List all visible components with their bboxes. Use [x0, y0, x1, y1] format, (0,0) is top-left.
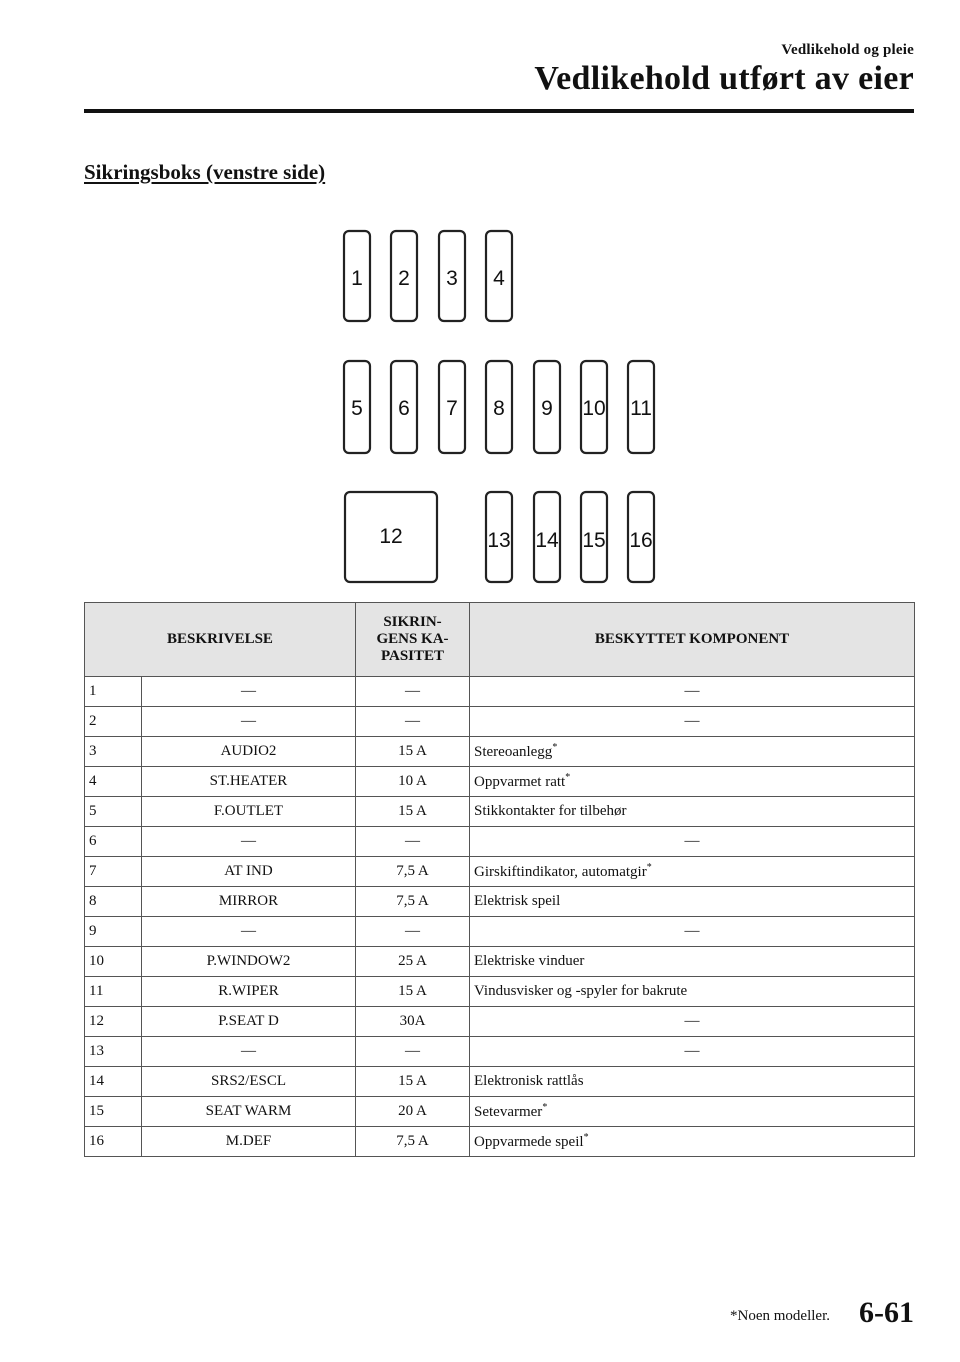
footnote: *Noen modeller.	[730, 1308, 830, 1324]
protected-component-cell	[470, 1007, 915, 1037]
fuse-description-cell-text: —	[241, 713, 256, 729]
protected-component-cell	[470, 1067, 915, 1097]
fuse-number-cell	[85, 677, 142, 707]
fuse-description-cell	[142, 917, 356, 947]
fuse-description-cell-text: —	[241, 923, 256, 939]
fuse-label-12: 12	[379, 525, 403, 548]
protected-component-cell	[470, 857, 915, 887]
fuse-capacity-cell-text: 7,5 A	[396, 893, 429, 909]
fuse-description-cell	[142, 1037, 356, 1067]
protected-component-cell-text: Stikkontakter for tilbehør	[474, 803, 627, 819]
fuse-description-cell	[142, 977, 356, 1007]
fuse-description-cell	[142, 737, 356, 767]
protected-component-cell	[470, 977, 915, 1007]
fuse-diagram	[0, 0, 960, 600]
fuse-description-cell	[142, 797, 356, 827]
protected-component-cell-text: —	[684, 1043, 700, 1059]
table-row	[85, 1067, 915, 1097]
fuse-capacity-cell-text: —	[405, 833, 420, 849]
fuse-description-cell-text: ST.HEATER	[209, 773, 288, 789]
fuse-capacity-cell	[356, 1037, 470, 1067]
table-row	[85, 977, 915, 1007]
fuse-description-cell-text: AUDIO2	[220, 743, 277, 759]
fuse-number-cell	[85, 887, 142, 917]
fuse-description-cell	[142, 827, 356, 857]
protected-component-cell-text: Elektriske vinduer	[474, 953, 585, 969]
fuse-table	[84, 602, 915, 1157]
fuse-capacity-cell	[356, 767, 470, 797]
fuse-number-cell-text: 15	[89, 1103, 104, 1119]
protected-component-cell-text: Elektronisk rattlås	[474, 1073, 584, 1089]
fuse-label-5: 5	[351, 397, 363, 420]
fuse-capacity-cell	[356, 977, 470, 1007]
table-row	[85, 677, 915, 707]
section-title: Sikringsboks (venstre side)	[84, 160, 326, 184]
fuse-capacity-cell-text: —	[405, 923, 420, 939]
fuse-capacity-cell-text: —	[405, 713, 420, 729]
protected-component-cell	[470, 917, 915, 947]
header-component: BESKYTTET KOMPONENT	[470, 603, 915, 677]
fuse-capacity-cell	[356, 1067, 470, 1097]
fuse-number-cell-text: 14	[89, 1073, 104, 1089]
table-row	[85, 1097, 915, 1127]
fuse-capacity-cell	[356, 1127, 470, 1157]
fuse-number-cell	[85, 977, 142, 1007]
fuse-number-cell	[85, 1127, 142, 1157]
protected-component-cell	[470, 947, 915, 977]
fuse-capacity-cell	[356, 857, 470, 887]
protected-component-cell-text: Setevarmer	[474, 1104, 543, 1120]
fuse-description-cell-text: AT IND	[224, 863, 273, 879]
protected-component-cell	[470, 677, 915, 707]
fuse-description-cell-text: P.WINDOW2	[206, 953, 291, 969]
fuse-description-cell-text: R.WIPER	[218, 983, 279, 999]
protected-component-cell-text: —	[684, 1013, 700, 1029]
fuse-number-cell-text: 4	[89, 773, 97, 789]
fuse-capacity-cell-text: 15 A	[398, 1073, 427, 1089]
fuse-number-cell-text: 6	[89, 833, 97, 849]
fuse-capacity-cell-text: 15 A	[398, 983, 427, 999]
fuse-capacity-cell-text: 30A	[399, 1013, 426, 1029]
fuse-number-cell	[85, 1067, 142, 1097]
table-row	[85, 737, 915, 767]
fuse-description-cell-text: —	[241, 833, 256, 849]
fuse-label-11: 11	[630, 397, 652, 420]
fuse-number-cell	[85, 1007, 142, 1037]
protected-component-cell	[470, 707, 915, 737]
fuse-label-15: 15	[582, 529, 606, 552]
fuse-number-cell	[85, 1037, 142, 1067]
fuse-number-cell	[85, 917, 142, 947]
fuse-capacity-cell	[356, 1007, 470, 1037]
table-header-row	[85, 603, 915, 677]
fuse-description-cell-text: P.SEAT D	[218, 1013, 279, 1029]
protected-component-cell-text: Vindusvisker og -spyler for bakrute	[474, 983, 688, 999]
fuse-description-cell	[142, 677, 356, 707]
fuse-description-cell-text: SEAT WARM	[205, 1103, 292, 1119]
fuse-label-14: 14	[535, 529, 559, 552]
fuse-label-6: 6	[398, 397, 410, 420]
chapter-title: Vedlikehold og pleie	[781, 42, 914, 58]
table-row	[85, 797, 915, 827]
fuse-capacity-cell	[356, 797, 470, 827]
fuse-description-cell-text: —	[241, 683, 256, 699]
header-capacity	[356, 603, 470, 677]
fuse-capacity-cell	[356, 947, 470, 977]
fuse-label-7: 7	[446, 397, 458, 420]
fuse-number-cell	[85, 1097, 142, 1127]
header-description: BESKRIVELSE	[85, 603, 356, 677]
fuse-capacity-cell-text: 15 A	[398, 743, 427, 759]
table-row	[85, 707, 915, 737]
footnote-marker: *	[583, 1132, 589, 1143]
protected-component-cell	[470, 797, 915, 827]
protected-component-cell-text: Oppvarmet ratt	[474, 774, 566, 790]
fuse-description-cell	[142, 857, 356, 887]
fuse-label-10: 10	[582, 397, 606, 420]
fuse-number-cell-text: 13	[89, 1043, 104, 1059]
header-capacity-line1: SIKRIN-	[383, 613, 442, 630]
fuse-number-cell-text: 3	[89, 743, 97, 759]
fuse-number-cell	[85, 797, 142, 827]
footnote-marker: *	[565, 772, 571, 783]
fuse-capacity-cell	[356, 1097, 470, 1127]
fuse-capacity-cell	[356, 887, 470, 917]
table-row	[85, 947, 915, 977]
table-row	[85, 1007, 915, 1037]
footnote-marker: *	[552, 742, 558, 753]
fuse-number-cell	[85, 767, 142, 797]
fuse-number-cell-text: 12	[89, 1013, 104, 1029]
fuse-capacity-cell-text: 20 A	[398, 1103, 427, 1119]
fuse-description-cell	[142, 1007, 356, 1037]
fuse-label-4: 4	[493, 267, 505, 290]
header-capacity-line3: PASITET	[380, 648, 445, 665]
protected-component-cell-text: —	[684, 923, 700, 939]
protected-component-cell-text: Elektrisk speil	[474, 893, 561, 909]
page-number: 6-61	[859, 1296, 914, 1329]
protected-component-cell	[470, 1097, 915, 1127]
fuse-number-cell-text: 5	[89, 803, 97, 819]
protected-component-cell	[470, 887, 915, 917]
section-header: Vedlikehold utført av eier	[534, 60, 914, 97]
footnote-marker: *	[542, 1102, 548, 1113]
fuse-description-cell-text: —	[241, 1043, 256, 1059]
table-row	[85, 887, 915, 917]
protected-component-cell	[470, 827, 915, 857]
fuse-capacity-cell-text: 25 A	[398, 953, 427, 969]
header-capacity-line2: GENS KA-	[376, 630, 449, 647]
protected-component-cell-text: —	[684, 713, 700, 729]
fuse-number-cell	[85, 827, 142, 857]
protected-component-cell-text: —	[684, 683, 700, 699]
footnote-marker: *	[646, 862, 652, 873]
fuse-capacity-cell	[356, 827, 470, 857]
fuse-capacity-cell-text: 7,5 A	[396, 1133, 429, 1149]
fuse-number-cell-text: 1	[89, 683, 97, 699]
protected-component-cell-text: Girskiftindikator, automatgir	[474, 864, 647, 880]
fuse-capacity-cell-text: 15 A	[398, 803, 427, 819]
fuse-capacity-cell-text: 10 A	[398, 773, 427, 789]
fuse-label-2: 2	[398, 267, 410, 290]
fuse-number-cell	[85, 947, 142, 977]
fuse-description-cell-text: MIRROR	[218, 893, 279, 909]
protected-component-cell-text: —	[684, 833, 700, 849]
table-row	[85, 857, 915, 887]
table-row	[85, 1127, 915, 1157]
fuse-description-cell	[142, 767, 356, 797]
fuse-label-13: 13	[487, 529, 511, 552]
table-row	[85, 1037, 915, 1067]
fuse-description-cell-text: SRS2/ESCL	[210, 1073, 287, 1089]
fuse-description-cell-text: M.DEF	[225, 1133, 272, 1149]
fuse-description-cell	[142, 1067, 356, 1097]
fuse-number-cell-text: 11	[89, 983, 104, 999]
fuse-number-cell-text: 7	[89, 863, 97, 879]
fuse-label-9: 9	[541, 397, 553, 420]
fuse-number-cell	[85, 857, 142, 887]
fuse-description-cell	[142, 947, 356, 977]
fuse-description-cell	[142, 1127, 356, 1157]
fuse-capacity-cell	[356, 737, 470, 767]
fuse-capacity-cell	[356, 707, 470, 737]
protected-component-cell	[470, 1127, 915, 1157]
fuse-capacity-cell-text: —	[405, 683, 420, 699]
protected-component-cell-text: Oppvarmede speil	[474, 1134, 584, 1150]
fuse-capacity-cell	[356, 677, 470, 707]
fuse-description-cell	[142, 887, 356, 917]
fuse-description-cell	[142, 707, 356, 737]
fuse-number-cell-text: 9	[89, 923, 97, 939]
fuse-number-cell-text: 2	[89, 713, 97, 729]
fuse-number-cell	[85, 737, 142, 767]
fuse-capacity-cell-text: 7,5 A	[396, 863, 429, 879]
fuse-number-cell-text: 10	[89, 953, 104, 969]
fuse-capacity-cell	[356, 917, 470, 947]
fuse-label-1: 1	[351, 267, 363, 290]
fuse-label-3: 3	[446, 267, 458, 290]
fuse-description-cell	[142, 1097, 356, 1127]
protected-component-cell	[470, 767, 915, 797]
table-row	[85, 767, 915, 797]
protected-component-cell	[470, 737, 915, 767]
protected-component-cell	[470, 1037, 915, 1067]
fuse-number-cell-text: 16	[89, 1133, 104, 1149]
fuse-capacity-cell-text: —	[405, 1043, 420, 1059]
fuse-number-cell	[85, 707, 142, 737]
table-row	[85, 917, 915, 947]
protected-component-cell-text: Stereoanlegg	[474, 744, 553, 760]
fuse-label-8: 8	[493, 397, 505, 420]
table-row	[85, 827, 915, 857]
fuse-label-16: 16	[629, 529, 653, 552]
fuse-number-cell-text: 8	[89, 893, 97, 909]
fuse-description-cell-text: F.OUTLET	[213, 803, 284, 819]
